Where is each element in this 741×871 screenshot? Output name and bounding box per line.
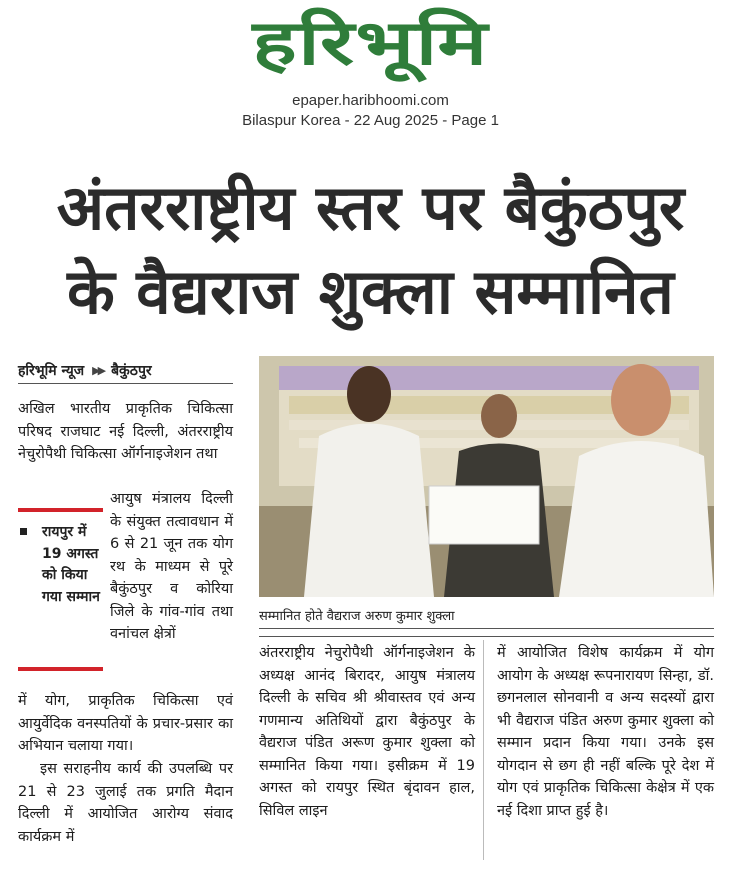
- article-col1-side: आयुष मंत्रालय दिल्ली के संयुक्त तत्वावधान में 6 से 21 जून तक योग रथ के माध्यम से पूरे बैकुंठपुर व कोरिया जिले के गांव-गांव तथा वनांचल क्षेत्रों: [110, 491, 233, 642]
- site-url[interactable]: epaper.haribhoomi.com: [292, 92, 449, 109]
- article-col3: में आयोजित विशेष कार्यक्रम में योग आयोग के अध्यक्ष रूपनारायण सिन्हा, डॉ. छगनलाल सोनवानी व अन्य सदस्यों द्वारा भी वैद्यराज पंडित अरुण कुमार शुक्ला को सम्मान प्रदान किया गया। उनके इस योगदान से छग ही नहीं बल्कि पूरे देश में योग एवं प्राकृतिक चिकित्सा केक्षेत्र में एक नई दिशा प्राप्त हुई है।: [497, 645, 714, 819]
- section-divider: [259, 636, 714, 637]
- photo-caption: सम्मानित होते वैद्यराज अरुण कुमार शुक्ला: [259, 606, 714, 629]
- headline-line-2: के वैद्यराज शुक्ला सम्मानित: [67, 255, 674, 328]
- double-chevron-right-icon: ▶▶: [92, 363, 104, 377]
- article-col1-para2: इस सराहनीय कार्य की उपलब्धि पर 21 से 23 जुलाई तक प्रगति मैदान दिल्ली में आयोजित आरोग्य संवाद कार्यक्रम में: [18, 761, 233, 845]
- award-photo[interactable]: [259, 356, 714, 597]
- byline: [18, 357, 233, 384]
- headline-line-1: अंतरराष्ट्रीय स्तर पर बैकुंठपुर: [56, 171, 685, 244]
- haribhoomi-logo[interactable]: हरिभूमि: [252, 6, 489, 79]
- article-col2: अंतरराष्ट्रीय नेचुरोपैथी ऑर्गनाइजेशन के अध्यक्ष आनंद बिरादर, आयुष मंत्रालय दिल्ली के सचिव श्री श्रीवास्तव एवं अन्य गणमान्य अतिथियों द्वारा बैकुंठपुर के वैद्यराज पंडित अरूण कुमार शुक्ला को सम्मानित किया गया। इसीक्रम में 19 अगस्त को रायपुर स्थित बृंदावन हाल, सिविल लाइन: [259, 645, 475, 819]
- article-col1-bottom: में योग, प्राकृतिक चिकित्सा एवं आयुर्वेदिक वनस्पतियों के प्रचार-प्रसार का अभियान चलाया गया।: [18, 693, 233, 754]
- masthead: [0, 0, 741, 88]
- pull-quote: [18, 508, 103, 671]
- pull-quote-text: रायपुर में 19 अगस्त को किया गया सम्मान: [42, 524, 100, 605]
- byline-source: हरिभूमि न्यूज: [18, 362, 85, 379]
- article-col1-top: अखिल भारतीय प्राकृतिक चिकित्सा परिषद राजघाट नई दिल्ली, अंतरराष्ट्रीय नेचुरोपैथी चिकित्सा ऑर्गनाइजेशन तथा: [18, 401, 233, 462]
- edition-info: Bilaspur Korea - 22 Aug 2025 - Page 1: [242, 112, 499, 129]
- column-divider: [483, 640, 484, 860]
- square-bullet-icon: [20, 528, 27, 535]
- award-photo-illustration: [259, 356, 714, 597]
- byline-location: बैकुंठपुर: [111, 362, 152, 379]
